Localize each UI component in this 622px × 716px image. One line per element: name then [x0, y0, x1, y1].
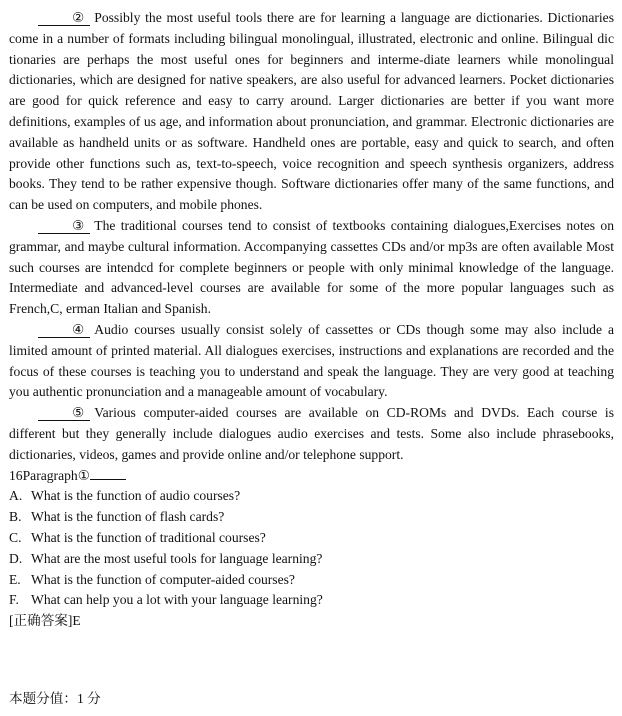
option-c-text: What is the function of traditional courses?	[31, 529, 266, 545]
option-e[interactable]	[9, 570, 614, 591]
option-a[interactable]	[9, 486, 614, 507]
option-f-text: What can help you a lot with your language learning?	[31, 592, 323, 608]
option-a-text: What is the function of audio courses?	[31, 488, 241, 504]
question-line	[9, 466, 614, 487]
paragraph-5-blank: ⑤	[38, 405, 91, 421]
option-c-letter: C.	[9, 529, 22, 545]
option-d-letter: D.	[9, 550, 23, 566]
paragraph-3	[9, 216, 614, 320]
answer-blank	[90, 466, 126, 480]
paragraph-4-text: Audio courses usually consist solely of cassettes or CDs though some may also include a limited amount of printed material. All dialogues exercises, instructions and explanations are recorded and the focus of these courses is teaching you to understand and speak the language. They are very good at teaching you authentic pronunciation and a manageable amount of vocabulary.	[9, 321, 614, 400]
option-d-text: What are the most useful tools for language learning?	[31, 550, 323, 566]
paragraph-3-blank: ③	[38, 218, 91, 234]
correct-answer: [正确答案]E	[9, 613, 81, 629]
option-b[interactable]	[9, 507, 614, 528]
paragraph-2-blank: ②	[38, 10, 91, 26]
paragraph-3-text: The traditional courses tend to consist of textbooks containing dialogues,Exercises notes on grammar, and maybe cultural information. Accompanying cassettes CDs and/or mp3s are often available Most such courses are intendcd for complete beginners or people with only minimal knowledge of the language. Intermediate and advanced-level courses are available for some of the more popular languages such as French,C, erman Italian and Spanish.	[9, 217, 614, 317]
question-prefix: 16Paragraph①	[9, 467, 90, 483]
option-e-text: What is the function of computer-aided courses?	[31, 571, 295, 587]
paragraph-5-text: Various computer-aided courses are available on CD-ROMs and DVDs. Each course is different but they generally include dialogues audio exercises and tests. Some also include phrasebooks, dictionaries, videos, games and provide online and/or telephone support.	[9, 405, 614, 462]
option-d[interactable]	[9, 549, 614, 570]
options-list	[9, 486, 614, 611]
paragraph-2	[9, 8, 614, 216]
score-value: 本题分值：1 分	[9, 691, 101, 706]
option-f-letter: F.	[9, 592, 19, 608]
option-f[interactable]	[9, 590, 614, 611]
option-c[interactable]	[9, 528, 614, 549]
paragraph-2-text: Possibly the most useful tools there are for learning a language are dictionaries. Dictionaries come in a number of formats including bilingual monolingual, illustrated, electronic and online. Bilingual dic tionaries are perhaps the most useful ones for beginners and interme-diate learners while monolingual dictionaries, which are designed for native speakers, are also useful for advanced learners. Pocket dictionaries are good for quick reference and easy to carry around. Larger dictionaries are better if you want more definitions, examples of us age, and information about pronunciation, and grammar. Electronic dictionaries are available as handheld units or as software. Handheld ones are portable, easy and quick to search, and often provide other functions such as, text-to-speech, voice recognition and speech synthesis organizers, address books. They tend to be rather expensive though. Software dictionaries offer many of the same functions, and can be used on computers, and mobile phones.	[9, 10, 614, 213]
paragraph-4	[9, 320, 614, 403]
option-b-text: What is the function of flash cards?	[31, 509, 225, 525]
paragraph-4-blank: ④	[38, 322, 91, 338]
option-e-letter: E.	[9, 571, 21, 587]
option-a-letter: A.	[9, 488, 23, 504]
paragraph-5	[9, 403, 614, 465]
option-b-letter: B.	[9, 509, 22, 525]
